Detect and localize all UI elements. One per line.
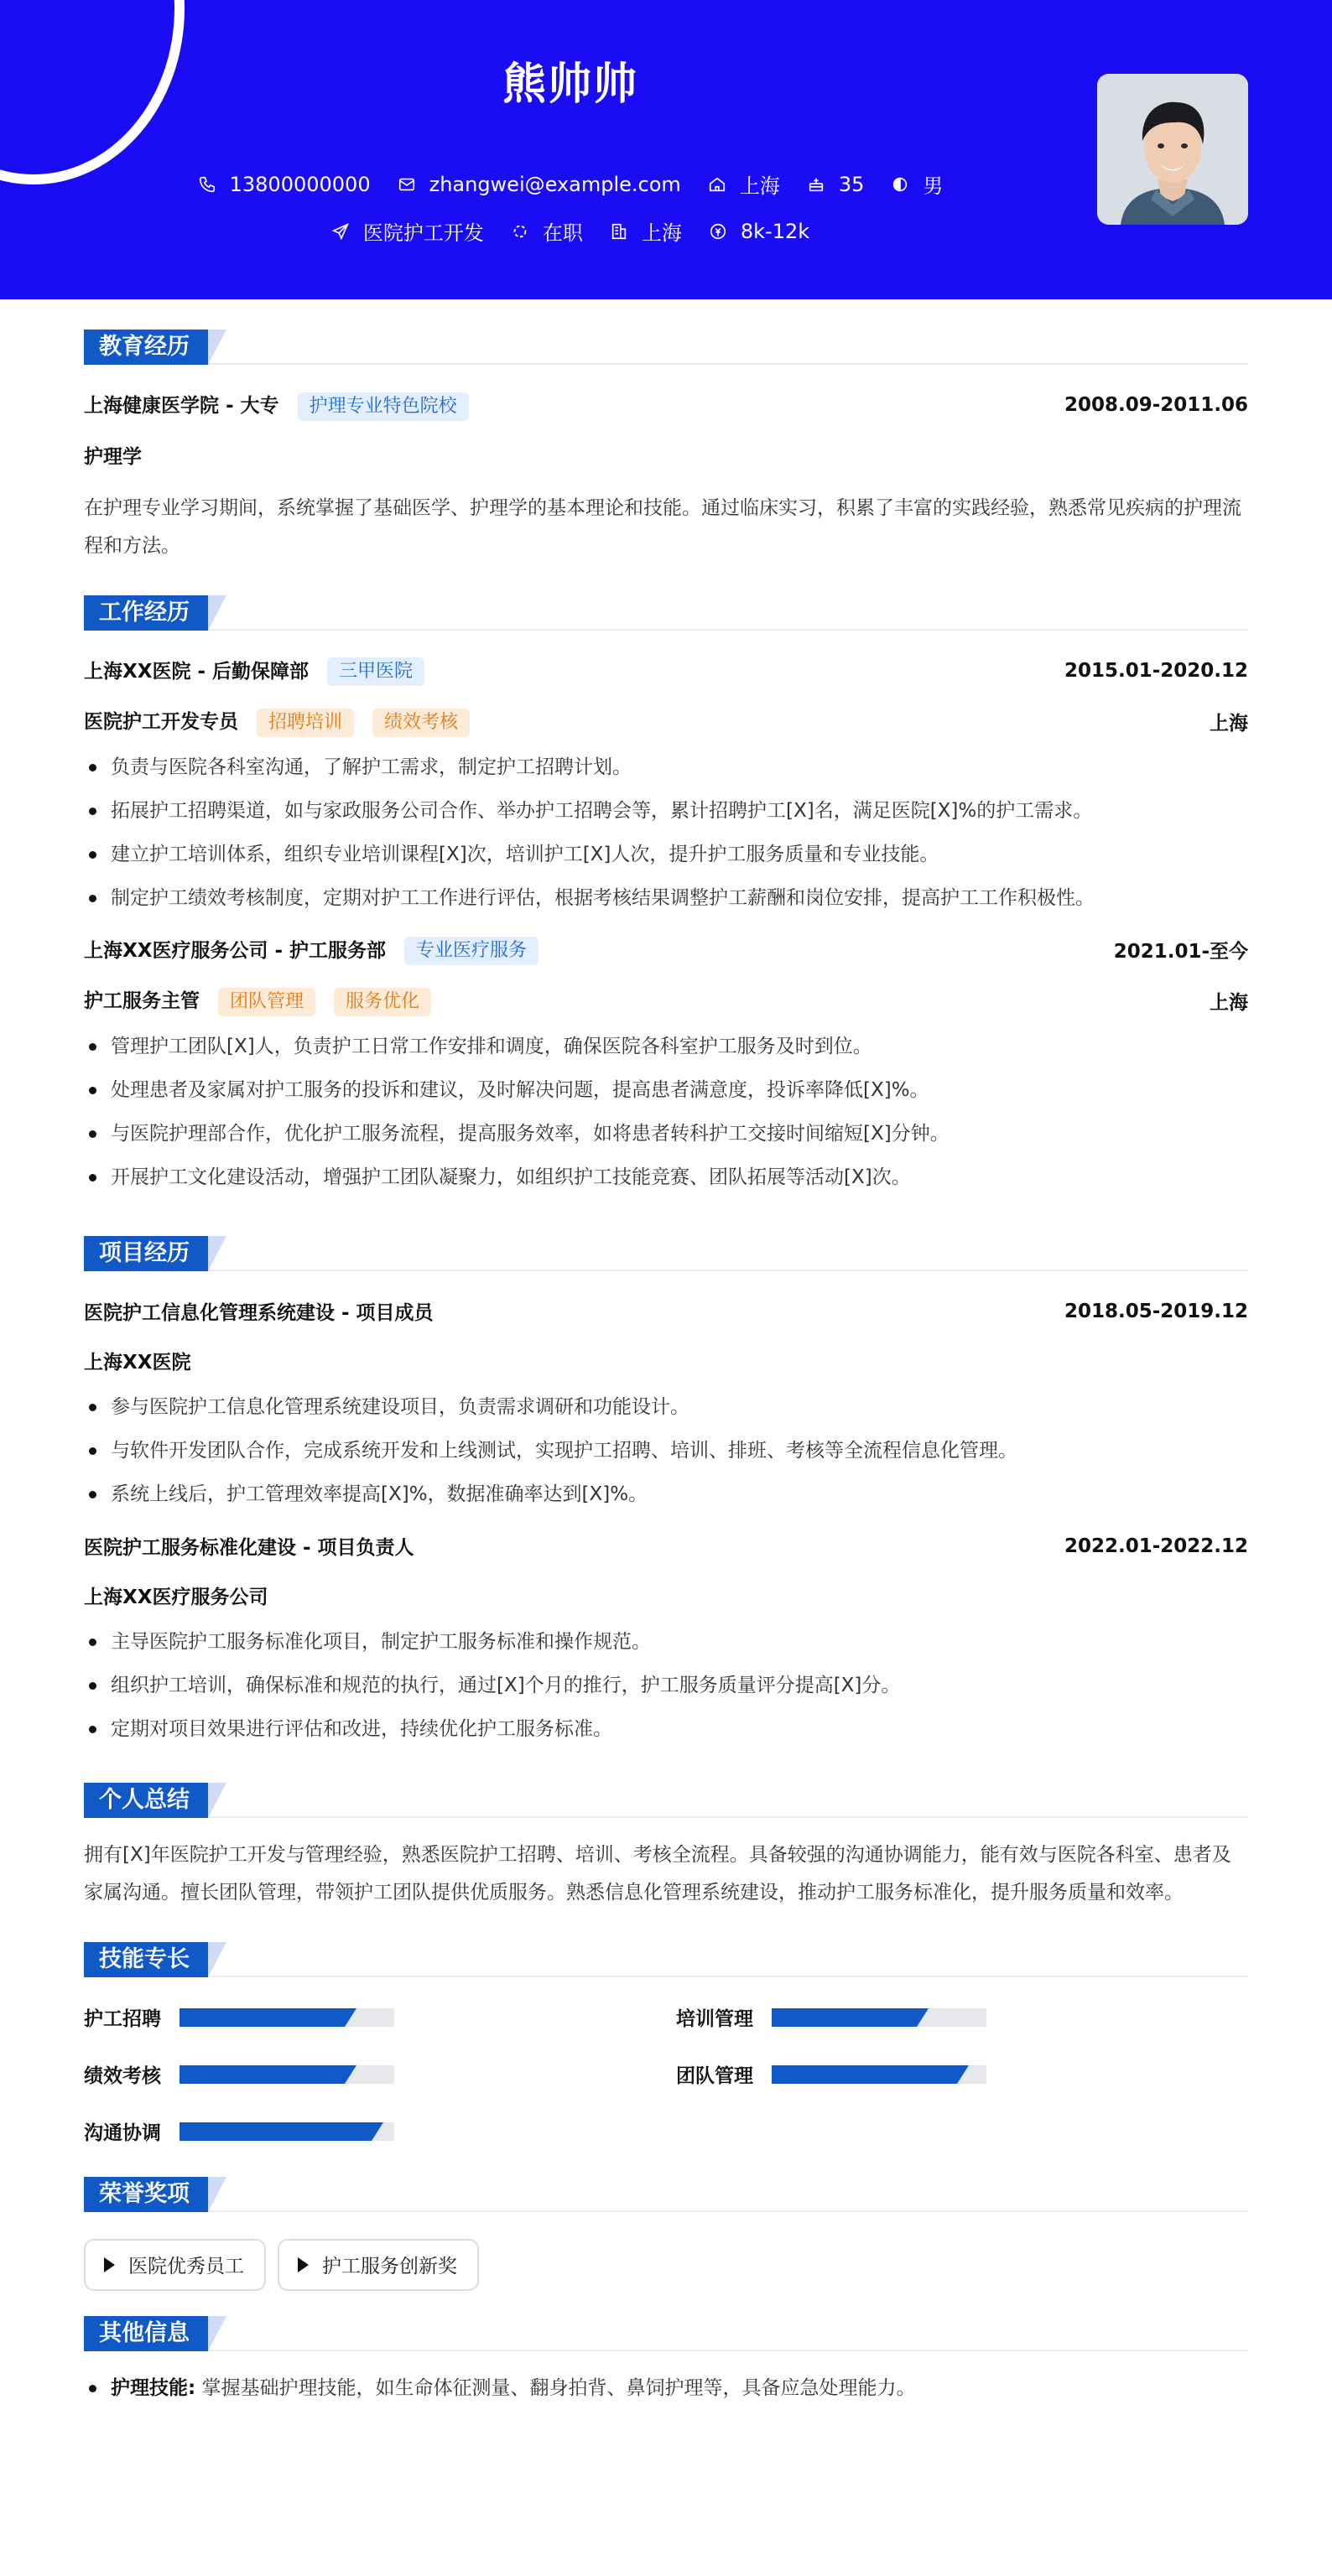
award-chip	[278, 2239, 479, 2291]
money-icon	[709, 222, 727, 241]
award-label: 医院优秀员工	[128, 2256, 244, 2277]
section-skills	[84, 1942, 1248, 1977]
play-icon	[298, 2257, 309, 2272]
status-info	[511, 216, 583, 246]
project-entry	[84, 1531, 1248, 1751]
summary-text: 拥有[X]年医院护工开发与管理经验，熟悉医院护工招聘、培训、考核全流程。具备较强的沟通协调能力，能有效与医院各科室、患者及家属沟通。擅长团队管理，带领护工团队提供优质服务。熟悉信息化管理系统建设，推动护工服务标准化，提升服务质量和效率。	[84, 1843, 1231, 1903]
home-icon	[708, 175, 726, 194]
email-info	[398, 173, 681, 196]
skill-bar	[772, 2065, 986, 2084]
skill-bar	[180, 2065, 394, 2084]
education-header	[84, 390, 1248, 421]
work-position-line	[84, 706, 1248, 737]
position-title: 医院护工开发专员	[84, 711, 238, 733]
target-city-info	[610, 216, 682, 246]
list-item: 处理患者及家属对护工服务的投诉和建议，及时解决问题，提高患者满意度，投诉率降低[X]%。	[84, 1068, 1248, 1112]
project-bullets	[84, 1620, 1248, 1751]
project-bullets	[84, 1385, 1248, 1516]
list-item: 开展护工文化建设活动，增强护工团队凝聚力，如组织护工技能竞赛、团队拓展等活动[X]次。	[84, 1156, 1248, 1199]
skill-name: 沟通协调	[84, 2122, 161, 2144]
section-other	[84, 2316, 1248, 2351]
list-item: 组织护工培训，确保标准和规范的执行，通过[X]个月的推行，护工服务质量评分提高[X]分。	[84, 1664, 1248, 1707]
work-header	[84, 656, 1248, 687]
work-bullets	[84, 1025, 1248, 1199]
major: 护理学	[84, 445, 142, 468]
list-item: 制定护工绩效考核制度，定期对护工工作进行评估，根据考核结果调整护工薪酬和岗位安排，提高护工工作积极性。	[84, 876, 1248, 920]
list-item: 参与医院护工信息化管理系统建设项目，负责需求调研和功能设计。	[84, 1385, 1248, 1429]
mail-icon	[398, 175, 416, 194]
work-date: 2015.01-2020.12	[1064, 659, 1248, 682]
section-projects	[84, 1236, 1248, 1271]
list-item: 主导医院护工服务标准化项目，制定护工服务标准和操作规范。	[84, 1620, 1248, 1664]
skill-bar	[180, 2008, 394, 2027]
play-icon	[104, 2257, 115, 2272]
phone-info	[198, 173, 371, 196]
skills-grid	[84, 2002, 1248, 2147]
gender-value: 男	[923, 174, 944, 198]
list-item: 定期对项目效果进行评估和改进，持续优化护工服务标准。	[84, 1707, 1248, 1751]
section-title: 项目经历	[84, 1236, 208, 1271]
age-value: 35	[838, 172, 865, 196]
skill-item	[84, 2002, 676, 2033]
work-position-line	[84, 985, 1248, 1016]
company-name: 上海XX医院 - 后勤保障部	[84, 660, 310, 683]
project-entry	[84, 1296, 1248, 1516]
other-text: 掌握基础护理技能，如生命体征测量、翻身拍背、鼻饲护理等，具备应急处理能力。	[201, 2376, 916, 2399]
company-name: 上海XX医疗服务公司 - 护工服务部	[84, 939, 387, 962]
status-icon	[511, 222, 529, 241]
list-item: 与医院护理部合作，优化护工服务流程，提高服务效率，如将患者转科护工交接时间缩短[X]分钟。	[84, 1112, 1248, 1156]
project-name: 医院护工服务标准化建设 - 项目负责人	[84, 1537, 414, 1559]
profile-photo	[1097, 74, 1248, 225]
position-title: 护工服务主管	[84, 990, 200, 1012]
other-label: 护理技能:	[111, 2376, 196, 2399]
section-summary	[84, 1783, 1248, 1818]
contact-row	[0, 169, 1141, 199]
award-chip	[84, 2239, 266, 2291]
project-header	[84, 1296, 1248, 1327]
salary-info	[709, 220, 809, 243]
school-name: 上海健康医学院 - 大专	[84, 395, 279, 417]
skill-name: 团队管理	[676, 2065, 753, 2087]
position-tag: 团队管理	[218, 988, 315, 1016]
list-item: 与软件开发团队合作，完成系统开发和上线测试，实现护工招聘、培训、排班、考核等全流程信息化管理。	[84, 1429, 1248, 1472]
phone-value: 13800000000	[229, 172, 371, 196]
skill-item	[84, 2116, 676, 2147]
awards-list	[84, 2239, 1248, 2291]
skill-fill	[180, 2065, 345, 2084]
work-date: 2021.01-至今	[1113, 941, 1248, 963]
send-icon	[331, 222, 350, 241]
project-date: 2022.01-2022.12	[1064, 1535, 1248, 1557]
skill-name: 培训管理	[676, 2008, 753, 2030]
skill-fill	[180, 2008, 345, 2027]
other-bullets	[84, 2366, 1248, 2410]
education-date: 2008.09-2011.06	[1064, 394, 1248, 417]
cake-icon	[807, 175, 825, 194]
candidate-name: 熊帅帅	[502, 60, 638, 110]
section-education	[84, 330, 1248, 365]
project-name: 医院护工信息化管理系统建设 - 项目成员	[84, 1302, 434, 1324]
list-item	[84, 2366, 1248, 2410]
building-icon	[610, 222, 628, 241]
target-city-value: 上海	[641, 221, 682, 245]
list-item: 负责与医院各科室沟通，了解护工需求，制定护工招聘计划。	[84, 745, 1248, 789]
work-entry	[84, 656, 1248, 920]
job-intent-row	[0, 216, 1141, 246]
project-org: 上海XX医疗服务公司	[84, 1586, 268, 1608]
section-awards	[84, 2177, 1248, 2212]
skill-item	[84, 2059, 676, 2090]
job-target-info	[331, 216, 484, 246]
skill-name: 护工招聘	[84, 2008, 161, 2030]
skill-item	[676, 2002, 1248, 2033]
work-header	[84, 935, 1248, 966]
city-info	[708, 169, 780, 199]
skill-name: 绩效考核	[84, 2065, 161, 2087]
project-org: 上海XX医院	[84, 1351, 191, 1374]
phone-icon	[198, 175, 216, 194]
city-value: 上海	[739, 174, 780, 198]
position-tag: 服务优化	[334, 988, 431, 1016]
status-value: 在职	[542, 221, 583, 245]
section-title: 教育经历	[84, 330, 208, 365]
company-tag: 专业医疗服务	[404, 937, 539, 965]
project-date: 2018.05-2019.12	[1064, 1300, 1248, 1322]
list-item: 管理护工团队[X]人，负责护工日常工作安排和调度，确保医院各科室护工服务及时到位。	[84, 1025, 1248, 1068]
resume-body	[84, 299, 1248, 2410]
skill-fill	[772, 2008, 917, 2027]
position-tag: 绩效考核	[372, 709, 470, 737]
skill-item	[676, 2059, 1248, 2090]
salary-value: 8k-12k	[740, 219, 810, 243]
skill-bar	[772, 2008, 986, 2027]
skill-fill	[772, 2065, 957, 2084]
skill-bar	[180, 2122, 394, 2141]
position-tag: 招聘培训	[257, 709, 354, 737]
age-info	[807, 173, 865, 196]
resume-header	[0, 0, 1332, 299]
section-title: 技能专长	[84, 1942, 208, 1977]
list-item: 拓展护工招聘渠道，如与家政服务公司合作、举办护工招聘会等，累计招聘护工[X]名，满足医院[X]%的护工需求。	[84, 789, 1248, 833]
section-title: 其他信息	[84, 2316, 208, 2351]
gender-info	[891, 169, 943, 199]
section-title: 荣誉奖项	[84, 2177, 208, 2212]
gender-icon	[891, 175, 909, 194]
section-title: 工作经历	[84, 595, 208, 631]
company-tag: 三甲医院	[327, 657, 424, 686]
list-item: 建立护工培训体系，组织专业培训课程[X]次，培训护工[X]人次，提升护工服务质量和专业技能。	[84, 833, 1248, 876]
work-bullets	[84, 745, 1248, 920]
section-title: 个人总结	[84, 1783, 208, 1818]
project-header	[84, 1531, 1248, 1561]
education-description: 在护理专业学习期间，系统掌握了基础医学、护理学的基本理论和技能。通过临床实习，积累了丰富的实践经验，熟悉常见疾病的护理流程和方法。	[84, 496, 1241, 557]
skill-fill	[180, 2122, 372, 2141]
job-target-value: 医院护工开发	[362, 221, 484, 245]
work-location: 上海	[1210, 991, 1248, 1014]
work-entry	[84, 935, 1248, 1199]
work-location: 上海	[1210, 712, 1248, 735]
section-work	[84, 595, 1248, 631]
school-tag: 护理专业特色院校	[298, 392, 469, 421]
award-label: 护工服务创新奖	[322, 2256, 457, 2277]
list-item: 系统上线后，护工管理效率提高[X]%，数据准确率达到[X]%。	[84, 1472, 1248, 1516]
email-value: zhangwei@example.com	[429, 172, 681, 196]
